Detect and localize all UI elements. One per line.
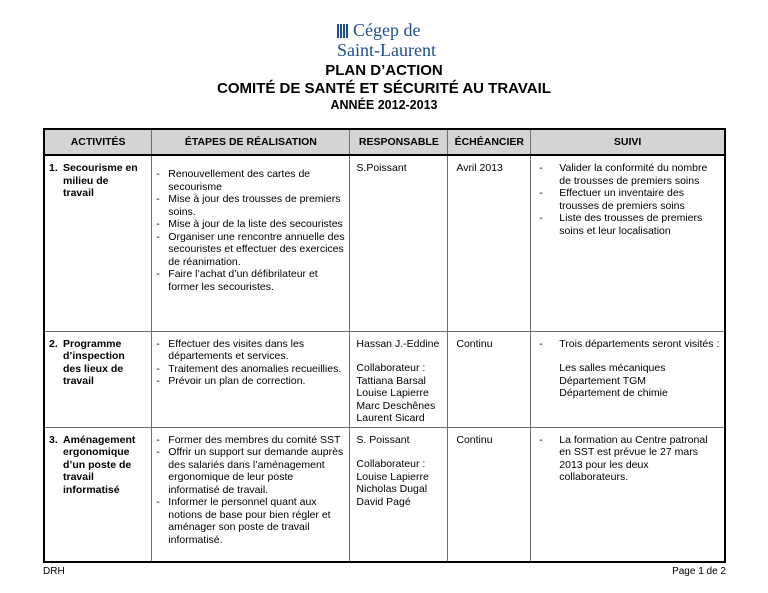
activity-cell xyxy=(44,155,152,331)
activity-cell xyxy=(44,427,152,562)
column-header-suivi: SUIVI xyxy=(531,129,725,155)
college-logo xyxy=(337,18,437,58)
step-item: - Renouvellement des cartes de secourisme xyxy=(156,168,345,193)
table-row xyxy=(44,331,725,427)
responsable-cell xyxy=(350,155,448,331)
activity-number: 1. xyxy=(49,162,58,174)
collaborator-name: Marc Deschênes xyxy=(356,399,436,412)
suivi-item: - Liste des trousses de premiers soins et leur localisation xyxy=(539,212,720,237)
echeancier-cell: Continu xyxy=(448,427,531,562)
document-year: ANNÉE 2012-2013 xyxy=(330,98,438,112)
step-item: - Effectuer des visites dans les départements et services. xyxy=(156,338,345,363)
collaborator-name: Louise Lapierre xyxy=(356,387,429,399)
activity-label: Aménagement ergonomique d’un poste de travail informatisé xyxy=(63,433,136,496)
suivi-item: - La formation au Centre patronal en SST est prévue le 27 mars 2013 pour les deux collaborateurs. xyxy=(539,434,720,484)
table-header-row xyxy=(44,129,725,155)
steps-cell xyxy=(152,427,350,562)
suivi-item: - Effectuer un inventaire des trousses de premiers soins xyxy=(539,187,720,212)
step-item: - Traitement des anomalies recueillies. xyxy=(156,363,345,376)
footer-page-number: Page 1 de 2 xyxy=(672,566,726,577)
suivi-item: - Valider la conformité du nombre de trousses de premiers soins xyxy=(539,162,720,187)
table-row xyxy=(44,427,725,562)
collaborator-label: Collaborateur : xyxy=(356,458,426,470)
college-logo-icon xyxy=(337,24,350,38)
steps-cell xyxy=(152,155,350,331)
suivi-cell xyxy=(531,427,725,562)
responsable-name: Hassan J.-Eddine xyxy=(356,337,440,350)
step-item: - Informer le personnel quant aux notions de base pour bien régler et aménager son poste de travail informatisé. xyxy=(156,496,345,546)
suivi-item: - Trois départements seront visités : xyxy=(539,338,720,351)
suivi-cell xyxy=(531,331,725,427)
responsable-cell xyxy=(350,427,448,562)
document-title: PLAN D’ACTION xyxy=(325,62,443,79)
activity-number: 3. xyxy=(49,433,58,446)
document-subtitle: COMITÉ DE SANTÉ ET SÉCURITÉ AU TRAVAIL xyxy=(217,80,551,97)
step-item: - Faire l’achat d’un défibrilateur et former les secouristes. xyxy=(156,268,345,293)
step-item: - Former des membres du comité SST xyxy=(156,434,345,447)
collaborator-name: Tattiana Barsal xyxy=(356,374,426,387)
action-plan-table xyxy=(43,128,726,563)
column-header-etapes: ÉTAPES DE RÉALISATION xyxy=(152,129,350,155)
suivi-detail: Département TGM xyxy=(559,374,647,387)
responsable-name: S. Poissant xyxy=(356,433,410,446)
column-header-responsable: RESPONSABLE xyxy=(350,129,448,155)
step-item: - Offrir un support sur demande auprès des salariés dans l’aménagement ergonomique de leur poste informatisé de travail. xyxy=(156,446,345,496)
column-header-echeancier: ÉCHÉANCIER xyxy=(448,129,531,155)
table-row xyxy=(44,155,725,331)
echeancier-cell: Continu xyxy=(448,331,531,427)
activity-label: Programme d’inspection des lieux de travail xyxy=(63,337,125,387)
step-item: - Prévoir un plan de correction. xyxy=(156,375,345,388)
suivi-detail: Les salles mécaniques xyxy=(559,362,666,374)
step-item: - Organiser une rencontre annuelle des secouristes et effectuer des exercices de réanimation. xyxy=(156,231,345,269)
collaborator-name: Louise Lapierre xyxy=(356,470,429,483)
step-item: - Mise à jour des trousses de premiers soins. xyxy=(156,193,345,218)
responsable-cell xyxy=(350,331,448,427)
suivi-cell xyxy=(531,155,725,331)
echeancier-cell: Avril 2013 xyxy=(448,155,531,331)
suivi-detail: Département de chimie xyxy=(559,387,668,399)
footer-department: DRH xyxy=(43,566,65,577)
collaborator-name: David Pagé xyxy=(356,495,411,508)
step-item: - Mise à jour de la liste des secouristes xyxy=(156,218,345,231)
responsable-name: S.Poissant xyxy=(356,162,407,174)
logo-text-line1: Cégep de xyxy=(353,20,421,40)
collaborator-name: Laurent Sicard xyxy=(356,412,425,424)
steps-cell xyxy=(152,331,350,427)
logo-text-line2: Saint-Laurent xyxy=(337,40,436,60)
activity-label: Secourisme en milieu de travail xyxy=(63,162,138,199)
activity-cell xyxy=(44,331,152,427)
collaborator-label: Collaborateur : xyxy=(356,362,426,374)
collaborator-name: Nicholas Dugal xyxy=(356,483,428,495)
column-header-activites: ACTIVITÉS xyxy=(44,129,152,155)
activity-number: 2. xyxy=(49,337,58,350)
